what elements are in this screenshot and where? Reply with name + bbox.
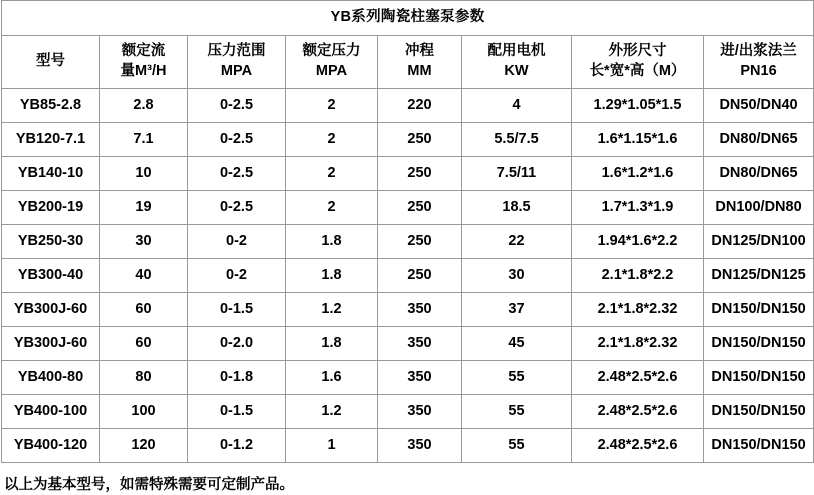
- cell-motor: 55: [462, 395, 572, 429]
- cell-model: YB250-30: [2, 225, 100, 259]
- table-row: [2, 429, 814, 463]
- cell-pressure-range: 0-1.8: [188, 361, 286, 395]
- cell-pressure-range: 0-2: [188, 225, 286, 259]
- table-row: [2, 293, 814, 327]
- cell-flange: DN80/DN65: [704, 157, 814, 191]
- cell-dimensions: 2.1*1.8*2.32: [572, 293, 704, 327]
- cell-dimensions: 1.94*1.6*2.2: [572, 225, 704, 259]
- cell-stroke: 250: [378, 123, 462, 157]
- cell-model: YB300J-60: [2, 293, 100, 327]
- cell-dimensions: 1.29*1.05*1.5: [572, 89, 704, 123]
- cell-flange: DN150/DN150: [704, 429, 814, 463]
- cell-dimensions: 2.1*1.8*2.32: [572, 327, 704, 361]
- cell-motor: 18.5: [462, 191, 572, 225]
- column-header-rated-pressure-line2: MPA: [315, 63, 348, 79]
- cell-flange: DN125/DN100: [704, 225, 814, 259]
- cell-dimensions: 2.48*2.5*2.6: [572, 361, 704, 395]
- cell-dimensions: 2.48*2.5*2.6: [572, 429, 704, 463]
- cell-model: YB400-100: [2, 395, 100, 429]
- cell-flange: DN50/DN40: [704, 89, 814, 123]
- cell-rated-flow: 10: [100, 157, 188, 191]
- cell-model: YB300J-60: [2, 327, 100, 361]
- column-header-rated-flow-line2: 量M³/H: [120, 63, 167, 79]
- cell-pressure-range: 0-2.5: [188, 89, 286, 123]
- cell-pressure-range: 0-2: [188, 259, 286, 293]
- table-row: [2, 395, 814, 429]
- cell-stroke: 350: [378, 361, 462, 395]
- table-row: [2, 157, 814, 191]
- column-header-motor-line2: KW: [504, 63, 529, 79]
- cell-model: YB85-2.8: [2, 89, 100, 123]
- column-header-flange-line1: 进/出浆法兰: [720, 43, 797, 60]
- cell-rated-pressure: 1.8: [286, 327, 378, 361]
- column-header-rated-flow: [100, 36, 188, 89]
- cell-stroke: 350: [378, 327, 462, 361]
- cell-rated-flow: 60: [100, 293, 188, 327]
- table-title: YB系列陶瓷柱塞泵参数: [2, 1, 814, 36]
- cell-pressure-range: 0-2.5: [188, 123, 286, 157]
- cell-stroke: 250: [378, 191, 462, 225]
- cell-flange: DN150/DN150: [704, 395, 814, 429]
- cell-motor: 4: [462, 89, 572, 123]
- cell-dimensions: 2.48*2.5*2.6: [572, 395, 704, 429]
- table-row: [2, 225, 814, 259]
- cell-dimensions: 1.6*1.15*1.6: [572, 123, 704, 157]
- cell-rated-pressure: 1.6: [286, 361, 378, 395]
- cell-flange: DN150/DN150: [704, 327, 814, 361]
- cell-motor: 5.5/7.5: [462, 123, 572, 157]
- cell-stroke: 250: [378, 225, 462, 259]
- cell-stroke: 350: [378, 293, 462, 327]
- cell-model: YB140-10: [2, 157, 100, 191]
- cell-pressure-range: 0-2.0: [188, 327, 286, 361]
- cell-dimensions: 2.1*1.8*2.2: [572, 259, 704, 293]
- specification-table: [1, 0, 814, 463]
- cell-pressure-range: 0-1.2: [188, 429, 286, 463]
- cell-rated-flow: 120: [100, 429, 188, 463]
- table-row: [2, 123, 814, 157]
- cell-rated-pressure: 2: [286, 123, 378, 157]
- column-header-motor: [462, 36, 572, 89]
- table-row: [2, 89, 814, 123]
- column-header-rated-pressure-line1: 额定压力: [302, 43, 361, 60]
- table-header-row: [2, 36, 814, 89]
- cell-model: YB120-7.1: [2, 123, 100, 157]
- table-row: [2, 361, 814, 395]
- cell-flange: DN150/DN150: [704, 293, 814, 327]
- cell-rated-flow: 2.8: [100, 89, 188, 123]
- cell-motor: 7.5/11: [462, 157, 572, 191]
- cell-rated-pressure: 1.8: [286, 225, 378, 259]
- column-header-stroke: [378, 36, 462, 89]
- cell-model: YB200-19: [2, 191, 100, 225]
- cell-motor: 55: [462, 429, 572, 463]
- table-row: [2, 191, 814, 225]
- cell-stroke: 220: [378, 89, 462, 123]
- column-header-model: [2, 36, 100, 89]
- column-header-pressure-range-line1: 压力范围: [207, 43, 266, 60]
- column-header-rated-pressure: [286, 36, 378, 89]
- cell-rated-flow: 7.1: [100, 123, 188, 157]
- column-header-dimensions-line2: 长*宽*高（M）: [589, 63, 686, 79]
- cell-dimensions: 1.7*1.3*1.9: [572, 191, 704, 225]
- cell-pressure-range: 0-2.5: [188, 191, 286, 225]
- cell-flange: DN125/DN125: [704, 259, 814, 293]
- column-header-model-line1: 型号: [36, 53, 65, 70]
- cell-flange: DN150/DN150: [704, 361, 814, 395]
- cell-dimensions: 1.6*1.2*1.6: [572, 157, 704, 191]
- column-header-pressure-range: [188, 36, 286, 89]
- table-title-row: [2, 1, 814, 36]
- cell-pressure-range: 0-2.5: [188, 157, 286, 191]
- column-header-stroke-line1: 冲程: [405, 43, 434, 60]
- cell-rated-flow: 19: [100, 191, 188, 225]
- table-row: [2, 327, 814, 361]
- cell-motor: 37: [462, 293, 572, 327]
- cell-rated-pressure: 1.8: [286, 259, 378, 293]
- cell-model: YB400-80: [2, 361, 100, 395]
- table-body: [2, 1, 814, 463]
- cell-flange: DN80/DN65: [704, 123, 814, 157]
- cell-rated-pressure: 1.2: [286, 293, 378, 327]
- cell-rated-pressure: 2: [286, 191, 378, 225]
- cell-pressure-range: 0-1.5: [188, 395, 286, 429]
- cell-pressure-range: 0-1.5: [188, 293, 286, 327]
- cell-model: YB400-120: [2, 429, 100, 463]
- cell-motor: 22: [462, 225, 572, 259]
- column-header-flange: [704, 36, 814, 89]
- column-header-stroke-line2: MM: [407, 63, 432, 79]
- cell-stroke: 250: [378, 157, 462, 191]
- cell-flange: DN100/DN80: [704, 191, 814, 225]
- table-row: [2, 259, 814, 293]
- column-header-dimensions-line1: 外形尺寸: [608, 43, 667, 60]
- cell-stroke: 350: [378, 395, 462, 429]
- cell-model: YB300-40: [2, 259, 100, 293]
- cell-rated-flow: 30: [100, 225, 188, 259]
- cell-rated-flow: 100: [100, 395, 188, 429]
- column-header-rated-flow-line1: 额定流: [121, 43, 166, 60]
- cell-motor: 55: [462, 361, 572, 395]
- cell-rated-pressure: 2: [286, 157, 378, 191]
- column-header-dimensions: [572, 36, 704, 89]
- column-header-motor-line1: 配用电机: [487, 43, 546, 60]
- cell-motor: 30: [462, 259, 572, 293]
- cell-rated-flow: 80: [100, 361, 188, 395]
- cell-rated-flow: 40: [100, 259, 188, 293]
- cell-rated-pressure: 1.2: [286, 395, 378, 429]
- cell-rated-pressure: 1: [286, 429, 378, 463]
- footnote-text: 以上为基本型号，如需特殊需要可定制产品。: [4, 477, 294, 493]
- cell-stroke: 250: [378, 259, 462, 293]
- column-header-flange-line2: PN16: [740, 63, 777, 79]
- column-header-pressure-range-line2: MPA: [220, 63, 253, 79]
- cell-motor: 45: [462, 327, 572, 361]
- cell-rated-flow: 60: [100, 327, 188, 361]
- cell-rated-pressure: 2: [286, 89, 378, 123]
- cell-stroke: 350: [378, 429, 462, 463]
